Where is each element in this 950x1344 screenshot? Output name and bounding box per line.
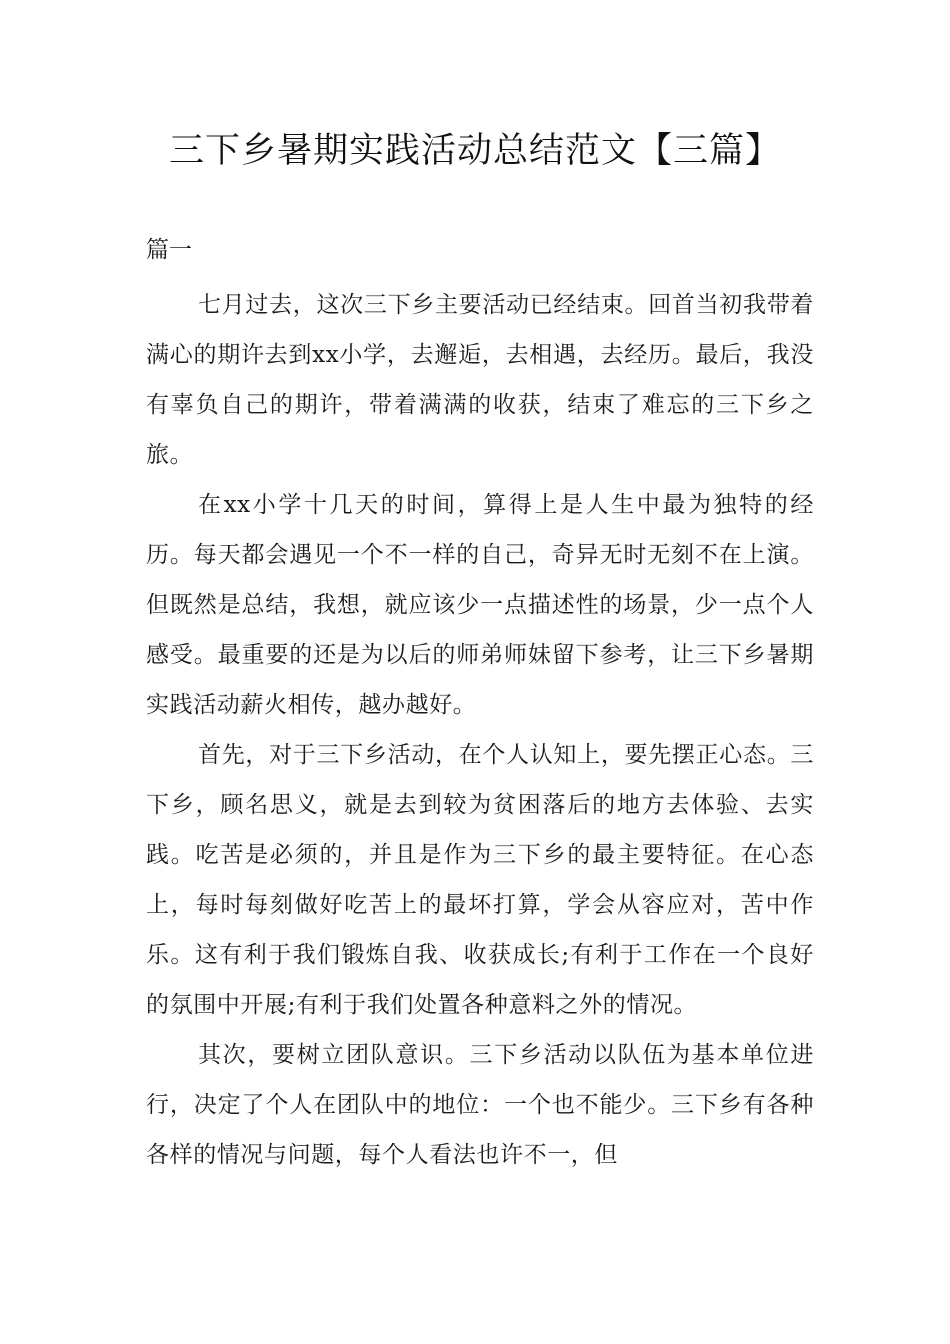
paragraph-4: 其次，要树立团队意识。三下乡活动以队伍为基本单位进行，决定了个人在团队中的地位：一个也不能少。三下乡有各种各样的情况与问题，每个人看法也许不一，但 xyxy=(146,1042,814,1168)
document-body xyxy=(146,280,814,1180)
section-label: 篇一 xyxy=(146,237,192,263)
paragraph-1: 七月过去，这次三下乡主要活动已经结束。回首当初我带着满心的期许去到xx小学，去邂逅，去相遇，去经历。最后，我没有辜负自己的期许，带着满满的收获，结束了难忘的三下乡之旅。 xyxy=(146,292,814,468)
paragraph-2: 在xx小学十几天的时间，算得上是人生中最为独特的经历。每天都会遇见一个不一样的自己，奇异无时无刻不在上演。但既然是总结，我想，就应该少一点描述性的场景，少一点个人感受。最重要的还是为以后的师弟师妹留下参考，让三下乡暑期实践活动薪火相传，越办越好。 xyxy=(146,492,814,718)
paragraph-3: 首先，对于三下乡活动，在个人认知上，要先摆正心态。三下乡，顾名思义，就是去到较为贫困落后的地方去体验、去实践。吃苦是必须的，并且是作为三下乡的最主要特征。在心态上，每时每刻做好吃苦上的最坏打算，学会从容应对，苦中作乐。这有利于我们锻炼自我、收获成长;有利于工作在一个良好的氛围中开展;有利于我们处置各种意料之外的情况。 xyxy=(146,742,814,1018)
document-title: 三下乡暑期实践活动总结范文【三篇】 xyxy=(168,131,781,171)
